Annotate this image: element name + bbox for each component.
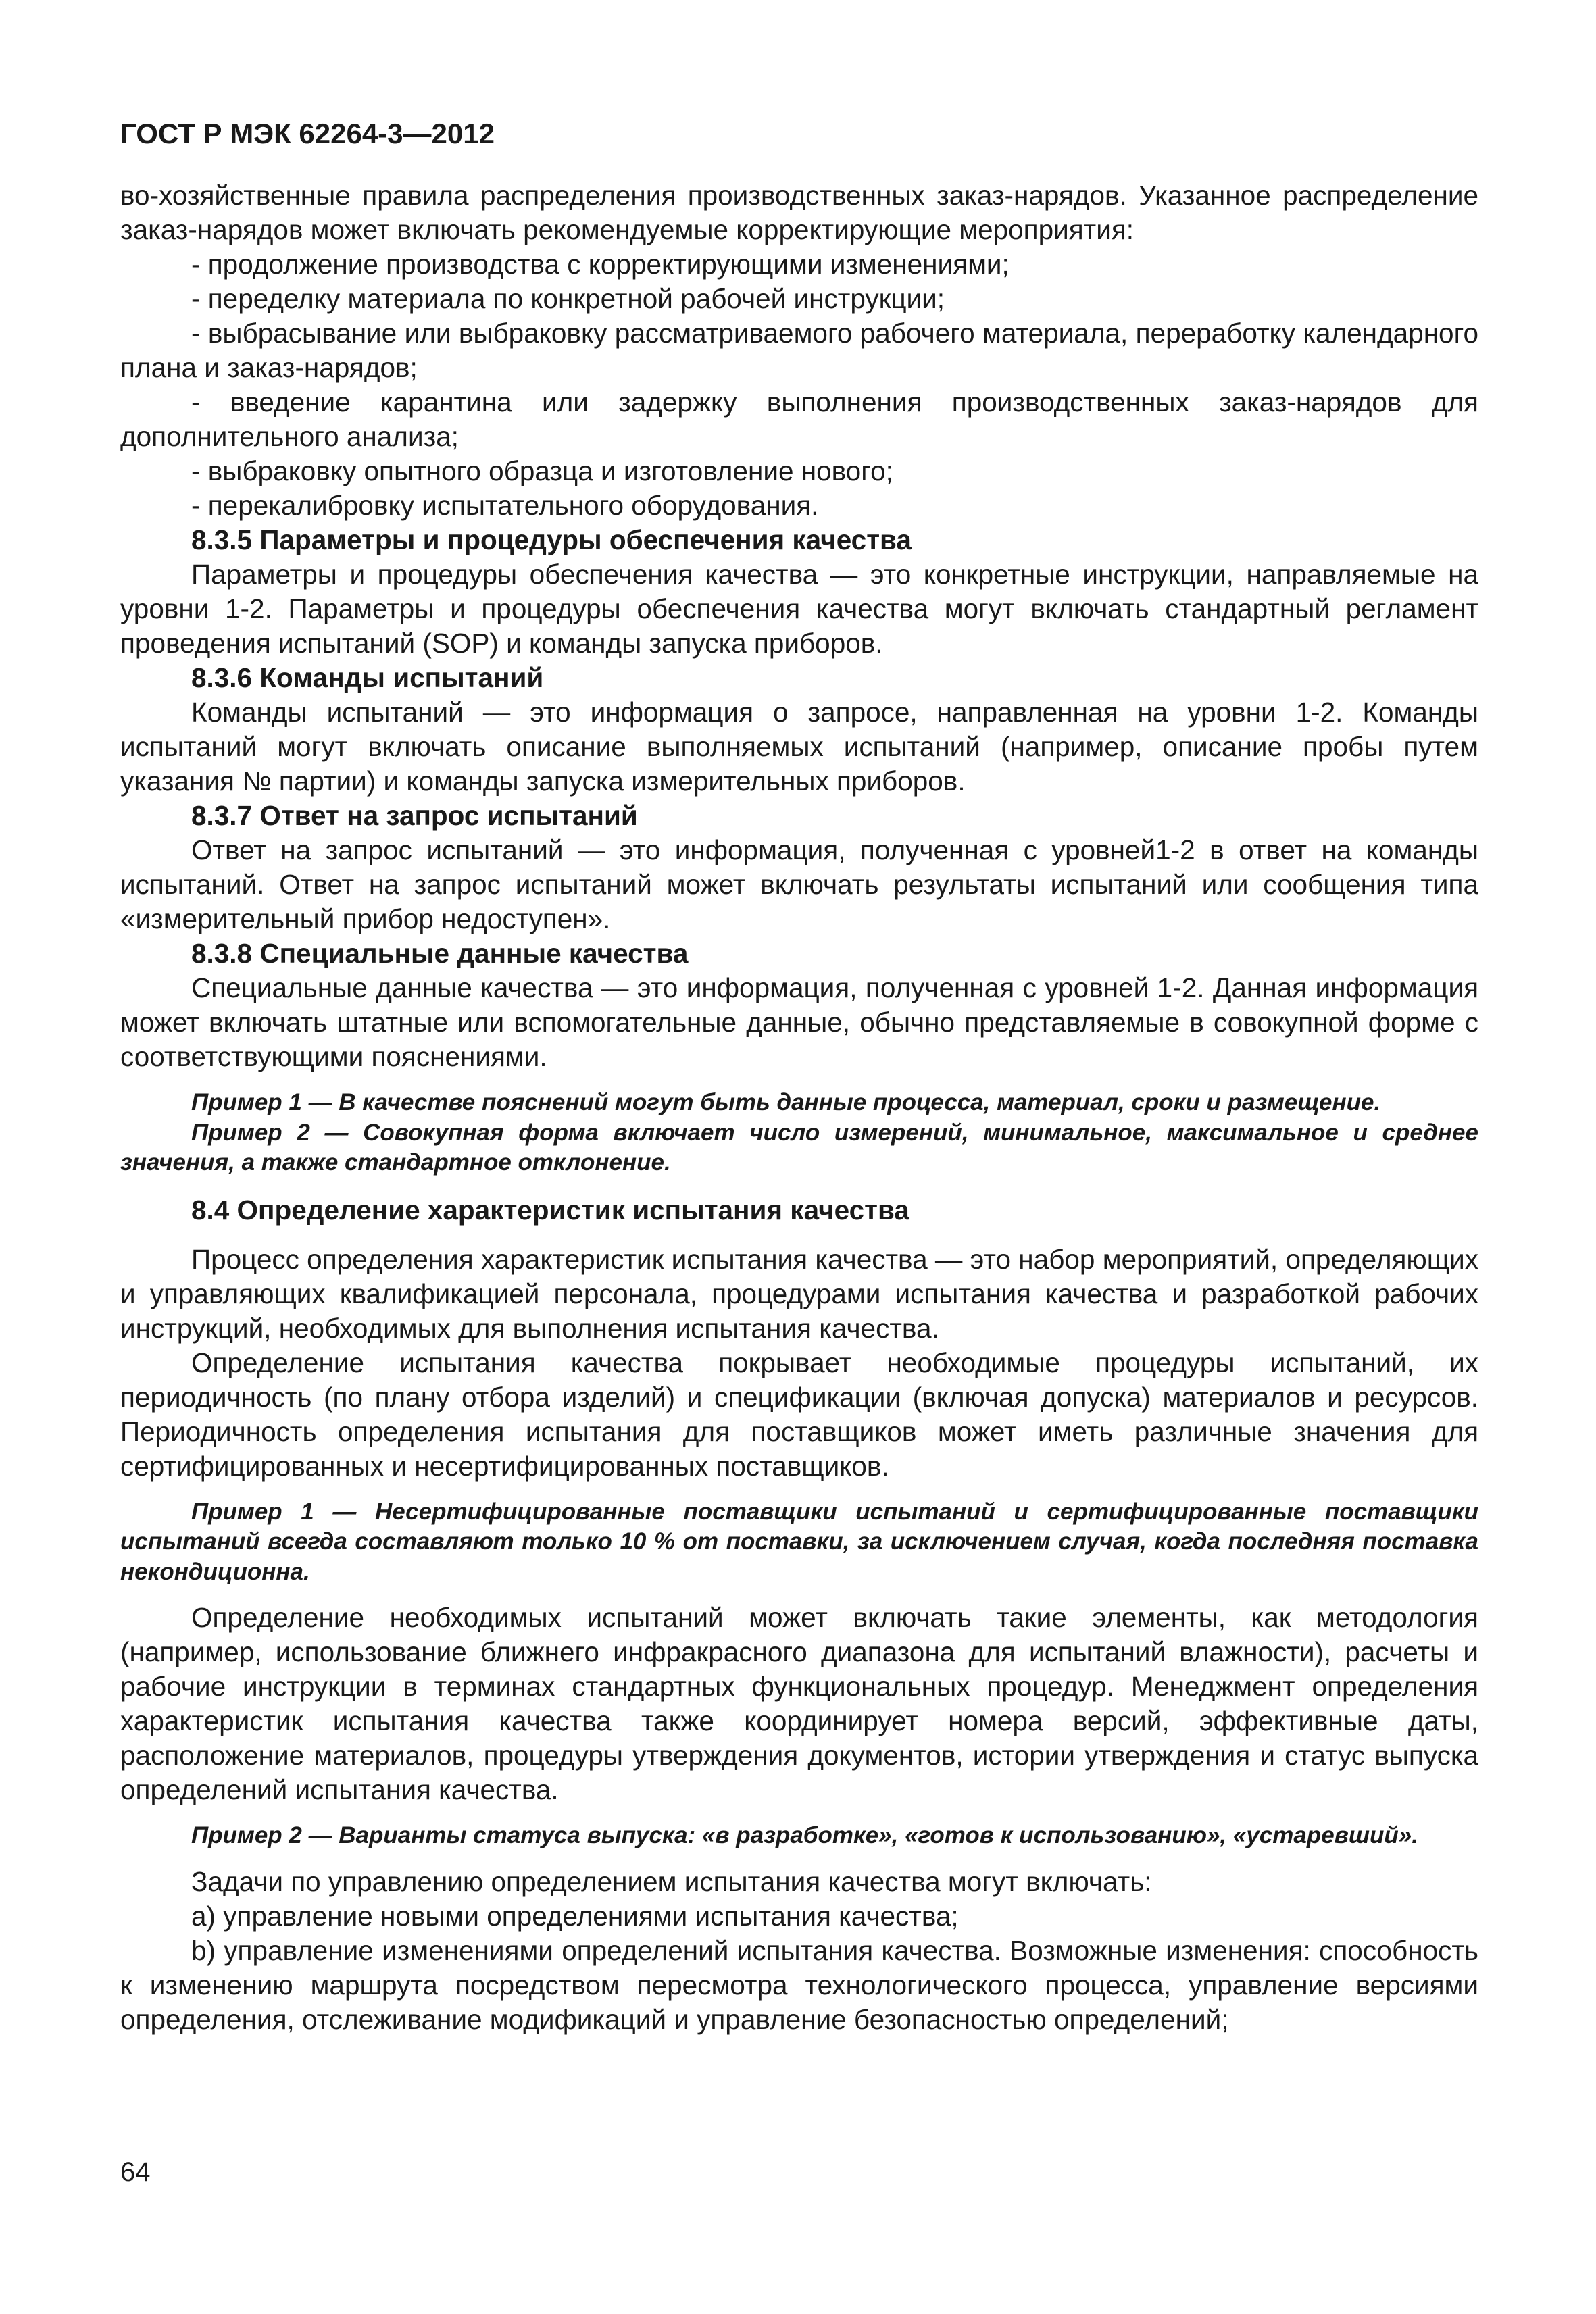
paragraph: Параметры и процедуры обеспечения качества — это конкретные инструкции, направляемые на уровни 1-2. Параметры и процедуры обеспечения качества могут включать стандартный регламент проведения испытаний (SOP) и команды запуска приборов. <box>120 559 1478 659</box>
paragraph: Определение необходимых испытаний может включать такие элементы, как методология (например, использование ближнего инфракрасного диапазона для испытаний влажности), расчеты и рабочие инструкции в терминах стандартных функциональных процедур. Менеджмент определения характеристик испытания качества также координирует номера версий, эффективные даты, расположение материалов, процедуры утверждения документов, истории утверждения и статус выпуска определений испытания качества. <box>120 1602 1478 1805</box>
bullet-item: - перекалибровку испытательного оборудования. <box>191 490 819 521</box>
paragraph: Специальные данные качества — это информация, полученная с уровней 1-2. Данная информация может включать штатные или вспомогательные данные, обычно представляемые в совокупной форме с соответствующими пояснениями. <box>120 972 1478 1072</box>
paragraph: Команды испытаний — это информация о запросе, направленная на уровни 1-2. Команды испытаний могут включать описание выполняемых испытаний (например, описание пробы путем указания № партии) и команды запуска измерительных приборов. <box>120 697 1478 797</box>
paragraph: Определение испытания качества покрывает необходимые процедуры испытаний, их периодичность (по плану отбора изделий) и спецификации (включая допуска) материалов и ресурсов. Периодичность определения испытания для поставщиков может иметь различные значения для сертифицированных и несертифицированных поставщиков. <box>120 1347 1478 1482</box>
example-note: Пример 1 — Несертифицированные поставщики испытаний и сертифицированные поставщики испытаний всегда составляют только 10 % от поставки, за исключением случая, когда последняя поставка некондиционна. <box>120 1498 1478 1585</box>
section-heading-8-3-7: 8.3.7 Ответ на запрос испытаний <box>191 800 638 831</box>
paragraph: Ответ на запрос испытаний — это информация, полученная с уровней1-2 в ответ на команды испытаний. Ответ на запрос испытаний может включать результаты испытаний или сообщения типа «измерительный прибор недоступен». <box>120 834 1478 934</box>
list-item: b) управление изменениями определений испытания качества. Возможные изменения: способность к изменению маршрута посредством пересмотра технологического процесса, управление версиями определения, отслеживание модификаций и управление безопасностью определений; <box>120 1934 1478 2035</box>
section-heading-8-4: 8.4 Определение характеристик испытания качества <box>191 1194 909 1226</box>
page-number: 64 <box>120 2157 151 2187</box>
section-heading-8-3-5: 8.3.5 Параметры и процедуры обеспечения качества <box>191 524 912 555</box>
example-note: Пример 2 — Совокупная форма включает число измерений, минимальное, максимальное и среднее значения, а также стандартное отклонение. <box>120 1119 1478 1176</box>
bullet-item: - выбраковку опытного образца и изготовление нового; <box>191 455 893 486</box>
bullet-item: - выбрасывание или выбраковку рассматриваемого рабочего материала, переработку календарного плана и заказ-нарядов; <box>120 318 1478 383</box>
document-header: ГОСТ Р МЭК 62264-3—2012 <box>120 118 495 149</box>
section-heading-8-3-8: 8.3.8 Специальные данные качества <box>191 938 689 969</box>
document-page <box>120 115 1478 2037</box>
example-note: Пример 2 — Варианты статуса выпуска: «в разработке», «готов к использованию», «устаревший». <box>191 1822 1418 1848</box>
paragraph-continuation: во-хозяйственные правила распределения производственных заказ-нарядов. Указанное распределение заказ-нарядов может включать рекомендуемые корректирующие мероприятия: <box>120 180 1478 245</box>
bullet-item: - введение карантина или задержку выполнения производственных заказ-нарядов для дополнительного анализа; <box>120 386 1478 452</box>
paragraph: Задачи по управлению определением испытания качества могут включать: <box>191 1865 1152 1897</box>
paragraph: Процесс определения характеристик испытания качества — это набор мероприятий, определяющих и управляющих квалификацией персонала, процедурами испытания качества и разработкой рабочих инструкций, необходимых для выполнения испытания качества. <box>120 1243 1478 1344</box>
list-item: а) управление новыми определениями испытания качества; <box>191 1900 959 1932</box>
bullet-item: - переделку материала по конкретной рабочей инструкции; <box>191 283 945 314</box>
section-heading-8-3-6: 8.3.6 Команды испытаний <box>191 662 544 693</box>
example-note: Пример 1 — В качестве пояснений могут быть данные процесса, материал, сроки и размещение. <box>191 1089 1381 1115</box>
bullet-item: - продолжение производства с корректирующими изменениями; <box>191 249 1009 280</box>
